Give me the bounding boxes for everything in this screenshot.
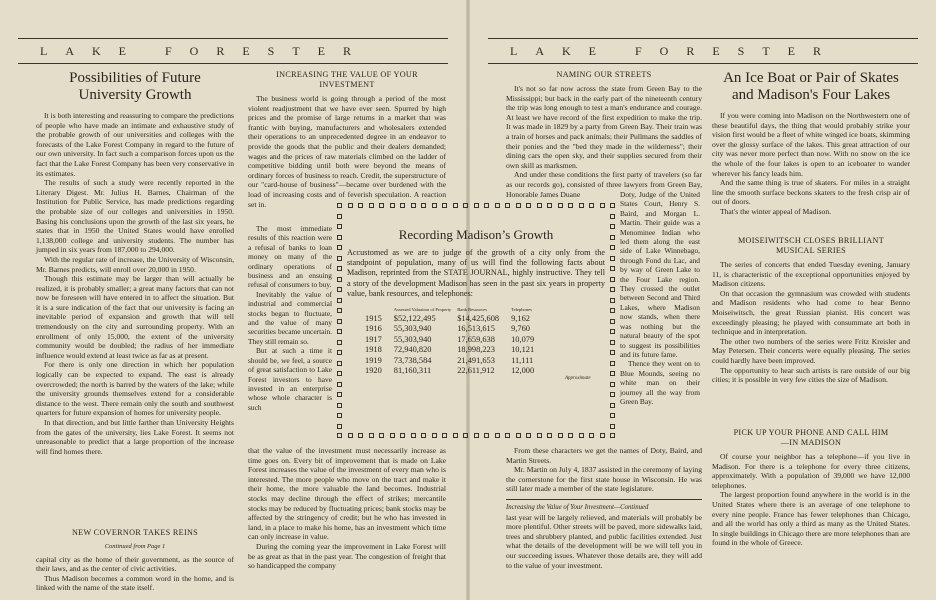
border-square [463, 203, 468, 208]
border-square [348, 203, 353, 208]
border-square [610, 214, 615, 219]
cell-bank: 18,998,223 [457, 345, 495, 355]
border-square [337, 308, 342, 313]
paragraph: For there is only one direction in which her population logically can be expected to expand. The east is already overcrowded; the north is barred by the waters of the lake; while the university grounds themselves extend for a considerable distance to the west. There remain only the south and southwest quarters for future expansion of homes for university people. [36, 360, 234, 418]
border-square [610, 361, 615, 366]
cell-bank: 21,491,653 [457, 355, 495, 365]
paragraph: Of course your neighbor has a telephone—if you live in Madison. For there is a telephone for every three citizens, approximately. With a population of 39,000 we have 12,000 telephones. [712, 452, 910, 490]
paragraph: And the same thing is true of skaters. For miles in a straight line the smooth surface beckons skaters to the fresh crisp air of out of doors. [712, 178, 910, 207]
border-square [337, 214, 342, 219]
border-square [558, 203, 563, 208]
cell-bank: 16,513,615 [457, 324, 495, 334]
cell-phones: 10,121 [511, 345, 535, 355]
border-square [369, 433, 374, 438]
paragraph: The business world is going through a period of the most violent readjustment that we have ever seen. Spurred by high prices and the promise of large returns in a market that was frantic with buying, manufacturers and wholesalers extended their operations to an unprecedented degree in an endeavor to provide the goods that the public and their dealers demanded; wages and the prices of raw materials climbed on the ladder of competitive bidding until both were beyond the means of ordinary forces of business to reach. Credit, the superstructure of our "card-house of business"—became over burdened with the load of increasing costs and of feverish speculation. A reaction set in. [248, 94, 446, 209]
article-new-governor [36, 528, 234, 593]
border-square [442, 433, 447, 438]
border-square [337, 266, 342, 271]
column-header-property: Assessed Valuation of Property [393, 307, 452, 313]
article-concerts [712, 236, 910, 385]
border-square [411, 433, 416, 438]
border-square [337, 277, 342, 282]
paragraph: last year will be largely relieved, and materials will probably be more plentiful. Other streets will be paved, more sidewalks laid, trees and shrubbery planted, and public facilities extended. Just what the details of the development will be we will tell you in our succeeding issues. Whatever those details are, they will add to the value of your investment. [506, 512, 702, 570]
paragraph: The largest proportion found anywhere in the world is in the United States where there is an average of one telephone to every nine people. France has fewer telephones than Chicago, and all the world has only a third as many as the United States. In single buildings in Chicago there are more telephones than are found in the whole of Greece. [712, 490, 910, 548]
article-university-growth [36, 70, 234, 456]
border-square [337, 433, 342, 438]
border-square [337, 350, 342, 355]
cell-property: 72,940,820 [393, 345, 432, 355]
paragraph: Thence they went on to Blue Mounds, seeing no white man on their journey all the way from Green Bay. [620, 359, 700, 406]
paragraph: But at such a time it should be, we feel, a source of great satisfaction to Lake Forest investors to have invested in an enterprise whose whole character is such [248, 346, 332, 412]
paragraph: The opportunity to hear such artists is rare outside of our big cities; it is possible in very few cities the size of Madison. [712, 365, 910, 385]
border-square [610, 287, 615, 292]
paragraph: In that direction, and but little farther than University Heights from the gates of the university, lies Lake Forest. It seems not unreasonable to predict that a large proportion of the increase will find homes there. [36, 418, 234, 456]
cell-year: 1918 [365, 345, 382, 355]
border-square [579, 433, 584, 438]
paragraph: It's not so far now across the state from Green Bay to the Mississippi; but back in the early part of the nineteenth century the trip was long enough to test a man's endurance and courage. At least we have record of the first expedition to make the trip. It was made in 1829 by a party from Green Bay. Their train was a train of horses and pack animals; their Pullmans the saddles of their ponies and the "bed they made in the wilderness"; their dining cars the open sky, and their supplies secured from their own skill as marksmen. [506, 84, 702, 170]
border-square [610, 298, 615, 303]
border-square [400, 203, 405, 208]
paragraph: that the value of the investment must necessarily increase as time goes on. Every bit of improvement that is made on Lake Forest increases the value of the investment of every man who is interested. The more people who move on the tract and make it their home, the more valuable the land becomes. Industrial stocks may decline through the effect of strikes; mercantile stocks may be reduced by fluctuating prices; bank stocks may be affected by the stringency of credit; but he who has invested in land, in a place to make his home, has an investment which time can only increase in value. [248, 446, 446, 542]
cell-phones: 11,111 [511, 355, 534, 365]
article-title: NAMING OUR STREETS [556, 70, 652, 79]
cell-phones: 9,760 [511, 324, 530, 334]
border-square [610, 329, 615, 334]
article-phone [712, 428, 910, 548]
border-square [484, 203, 489, 208]
border-square [610, 413, 615, 418]
border-square [526, 203, 531, 208]
border-square [568, 203, 573, 208]
header-rule-right [488, 63, 918, 64]
paragraph: Thus Madison becomes a common word in the home, and is linked with the name of the state itself. [36, 573, 234, 593]
article-title: NEW COVERNOR TAKES REINS [71, 528, 199, 537]
table-row [365, 314, 546, 324]
border-square [610, 403, 615, 408]
recording-growth-box [337, 203, 615, 438]
border-square [610, 424, 615, 429]
border-square [495, 203, 500, 208]
border-square [442, 203, 447, 208]
table-row [365, 356, 546, 366]
border-square [610, 235, 615, 240]
column-header-bank: Bank Resources [457, 307, 487, 313]
border-square [337, 361, 342, 366]
cell-property: 73,738,584 [393, 355, 432, 365]
cell-property: 81,160,311 [393, 366, 432, 376]
border-square [579, 203, 584, 208]
cell-phones: 12,000 [511, 366, 535, 376]
border-square [337, 235, 342, 240]
border-square [390, 433, 395, 438]
border-square [411, 203, 416, 208]
border-square [610, 371, 615, 376]
border-square [547, 433, 552, 438]
border-square [589, 433, 594, 438]
article-title: An Ice Boat or Pair of Skates and Madison's Four Lakes [723, 70, 899, 103]
cell-year: 1917 [365, 334, 382, 344]
article-title: PICK UP YOUR PHONE AND CALL HIM —IN MADISON [733, 428, 889, 447]
border-square [337, 256, 342, 261]
paragraph: On that occasion the gymnasium was crowded with students and Madison residents who had come to hear Benno Moiseiwitsch, the great Russian pianist. His concert was exceedingly pleasing; he played with consummate art both in technique and in interpretation. [712, 288, 910, 337]
border-square [379, 203, 384, 208]
paragraph: It is both interesting and reassuring to compare the predictions of people who have made an intimate and exhaustive study of the probable growth of our universities and colleges with the forecasts of the Lake Forest Company in regard to the future of our own university. In fact such a comparison forces upon us the fact that the Lake Forest Company has been very conservative in its estimates. [36, 111, 234, 178]
border-square [379, 433, 384, 438]
border-square [516, 203, 521, 208]
border-square [610, 350, 615, 355]
header-rule-left [18, 63, 448, 64]
paragraph: Doty, Judge of the United States Court, Henry S. Baird, and Morgan L. Martin. Their guide was a Menominee Indian who led them along the east side of Lake Winnebago, through Fond du Lac, and by way of Green Lake to the Four Lake region. They crossed the outlet between Second and Third Lakes, where Madison now stands, when there was nothing but the natural beauty of the spot to suggest its possibilities and its future fame. [620, 190, 700, 359]
border-square [337, 329, 342, 334]
column-header-year [365, 307, 394, 314]
border-square [358, 433, 363, 438]
border-square [505, 433, 510, 438]
border-square [589, 203, 594, 208]
border-square [600, 433, 605, 438]
paragraph: From these characters we get the names of Doty, Baird, and Martin Streets. [506, 446, 702, 465]
article-naming-streets-narrow [620, 190, 700, 406]
border-square [526, 433, 531, 438]
table-row [365, 366, 546, 376]
cell-property: 55,303,940 [393, 334, 432, 344]
approximate-note: Approximate [565, 376, 591, 382]
border-square [337, 382, 342, 387]
paragraph: Inevitably the value of industrial and commercial stocks began to fluctuate, and the value of many securities became uncertain. They still remain so. [248, 289, 332, 346]
cell-phones: 10,079 [511, 334, 535, 344]
border-square [516, 433, 521, 438]
border-square [358, 203, 363, 208]
border-square [369, 203, 374, 208]
border-square [610, 319, 615, 324]
border-square [610, 224, 615, 229]
top-rule-left [18, 38, 448, 39]
column-header-phones: Telephones [511, 307, 532, 313]
continued-note: Continued from Page 1 [104, 543, 166, 550]
growth-table [365, 307, 546, 376]
border-square [610, 382, 615, 387]
border-square [610, 203, 615, 208]
border-square [337, 424, 342, 429]
cell-property: 55,303,940 [393, 324, 432, 334]
masthead-right: LAKE FORESTER [510, 44, 840, 58]
border-square [505, 203, 510, 208]
border-square [421, 203, 426, 208]
border-square [610, 277, 615, 282]
cell-year: 1919 [365, 355, 382, 365]
border-square [610, 308, 615, 313]
masthead-left: LAKE FORESTER [40, 44, 370, 58]
paragraph: The series of concerts that ended Tuesday evening, January 11, is characteristic of the exceptional opportunities enjoyed by Madison citizens. [712, 260, 910, 289]
border-square [474, 203, 479, 208]
article-ice-boat [712, 70, 910, 217]
border-square [432, 433, 437, 438]
border-square [568, 433, 573, 438]
border-square [432, 203, 437, 208]
border-square [337, 371, 342, 376]
paragraph: The most immediate results of this reaction were a refusal of banks to loan money on many of the ordinary operations of business and an ensuing refusal of consumers to buy. [248, 224, 332, 290]
border-square [337, 340, 342, 345]
article-naming-streets-top [506, 70, 702, 199]
cell-year: 1916 [365, 324, 382, 334]
cell-year: 1920 [365, 366, 382, 376]
border-square [348, 433, 353, 438]
article-investment-bottom [248, 446, 446, 571]
top-rule-right [488, 38, 918, 39]
paragraph: The other two numbers of the series were Fritz Kreisler and May Petersen. Their concerts were equally pleasing. The series could hardly have been improved. [712, 336, 910, 365]
continued-note: Increasing the Value of Your Investment—Continued [506, 503, 649, 511]
cell-property: $52,122,495 [393, 314, 436, 324]
border-square [337, 403, 342, 408]
paragraph: If you were coming into Madison on the Northwestern one of these beautiful days, the thing that would probably strike your vision first would be a fleet of white winged ice boats, skimming over the glossy surface of the lakes. This great attraction of our city was never more perfect than now. With no snow on the ice the whole of the four lakes is open to an iceboater to wander wherever his fancy leads him. [712, 111, 910, 178]
cell-bank: 17,659,638 [457, 334, 495, 344]
box-intro: Accustomed as we are to judge of the growth of a city only from the standpoint of population, many of us will find the following facts about Madison, reprinted from the STATE JOURNAL, highly instructive. They tell a story of the development Madison has seen in the past six years in property value, bank resources, and telephones: [347, 248, 605, 298]
paragraph: That's the winter appeal of Madison. [720, 206, 832, 216]
border-square [610, 433, 615, 438]
paragraph: With the regular rate of increase, the University of Wisconsin, Mr. Barnes predicts, will enroll over 20,000 in 1950. [36, 254, 234, 274]
border-square [610, 340, 615, 345]
article-naming-streets-bottom [506, 446, 702, 570]
border-square [337, 392, 342, 397]
border-square [337, 413, 342, 418]
article-investment-top [248, 70, 446, 216]
border-square [337, 287, 342, 292]
border-square [495, 433, 500, 438]
border-square [337, 203, 342, 208]
table-header-row [365, 307, 546, 314]
paragraph: Mr. Martin on July 4, 1837 assisted in the ceremony of laying the cornerstone for the first state house in Wisconsin. He was still later made a member of the state legislature. [506, 465, 702, 494]
paragraph: And under these conditions the first party of travelers (so far as our records go), consisted of three lawyers from Green Bay, Honorable James Duane [506, 170, 702, 199]
border-square [474, 433, 479, 438]
border-square [610, 245, 615, 250]
border-square [484, 433, 489, 438]
cell-bank: 22,611,912 [457, 366, 495, 376]
table-row [365, 324, 546, 334]
section-divider [506, 499, 702, 500]
article-title: Possibilities of Future University Growth [69, 70, 201, 103]
border-square [337, 319, 342, 324]
box-title: Recording Madison’s Growth [398, 227, 554, 242]
paragraph: capital city as the home of their government, as the source of their laws, and as the center of civic activities. [36, 554, 234, 574]
paragraph: During the coming year the improvement in Lake Forest will be as great as that in the past year. The congestion of freight that so handicapped the company [248, 541, 446, 571]
border-square [463, 433, 468, 438]
paragraph: The results of such a study were recently reported in the Literary Digest. Mr. Julius H. Barnes, Chairman of the Institution for Public Service, has made predictions regarding the probable size of our colleges and universities in 1950. Basing his conclusions upon the growth of the last six years, he states that in 1950 the United States would have enrolled 1,138,000 college and university students. The number has jumped in six years from 187,000 to 294,000. [36, 178, 234, 255]
border-square [610, 392, 615, 397]
border-square [537, 433, 542, 438]
border-square [421, 433, 426, 438]
article-title: INCREASING THE VALUE OF YOUR INVESTMENT [276, 70, 418, 89]
table-row [365, 345, 546, 355]
paragraph: Though this estimate may be larger than will actually be realized, it is probably smaller; a great many factors that can not now be foreseen will have entered in to affect the situation. But it is a sure indication of the fact that our university is facing an inevitable period of expansion and growth that will tell tremendously on the city and surrounding property. With an enrollment of only 15,000, the extent of the university community would be doubled; the radius of her immediate influence would extend at least twice as far as at present. [36, 274, 234, 360]
border-square [337, 245, 342, 250]
cell-year: 1915 [365, 314, 382, 324]
border-square [400, 433, 405, 438]
article-investment-narrow [248, 224, 332, 412]
border-square [547, 203, 552, 208]
border-square [390, 203, 395, 208]
border-square [453, 203, 458, 208]
border-square [600, 203, 605, 208]
article-title: MOISEIWITSCH CLOSES BRILLIANT MUSICAL SERIES [737, 236, 885, 255]
table-row [365, 335, 546, 345]
cell-phones: 9,162 [511, 314, 530, 324]
border-square [610, 256, 615, 261]
border-square [537, 203, 542, 208]
border-square [453, 433, 458, 438]
border-square [337, 224, 342, 229]
recording-growth-content [347, 227, 605, 381]
border-square [558, 433, 563, 438]
cell-bank: $14,425,608 [457, 314, 500, 324]
border-square [337, 298, 342, 303]
border-square [610, 266, 615, 271]
